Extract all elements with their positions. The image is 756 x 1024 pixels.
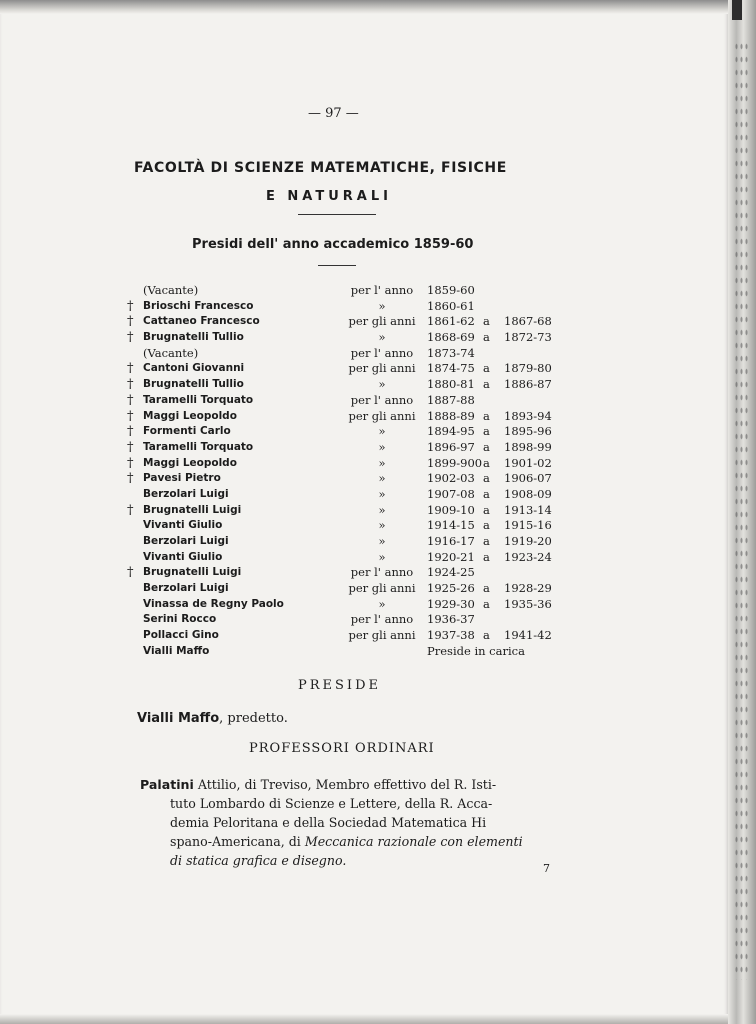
deceased-mark: † [127, 298, 134, 314]
president-row [127, 283, 567, 299]
president-name: Vinassa de Regny Paolo [143, 597, 284, 610]
term-start: 1861-62 [427, 314, 475, 329]
term-start: 1873-74 [427, 345, 475, 360]
term-label: » [378, 330, 386, 345]
president-row [127, 581, 567, 597]
page-top-edge [0, 0, 730, 14]
professor-line-5 [140, 851, 570, 870]
term-start: 1909-10 [427, 502, 475, 517]
president-name: Maggi Leopoldo [143, 409, 237, 422]
term-connector: a [483, 408, 490, 423]
president-name: Brugnatelli Tullio [143, 331, 244, 344]
term-label: » [378, 298, 386, 313]
term-end: 1908-09 [504, 486, 552, 501]
term-label: per l' anno [350, 565, 414, 580]
term-connector: a [483, 361, 490, 376]
term-start: 1888-89 [427, 408, 475, 423]
term-start: 1916-17 [427, 534, 475, 548]
professori-section-title: PROFESSORI ORDINARI [249, 741, 435, 756]
term-label: » [378, 502, 386, 517]
term-connector: a [483, 486, 490, 501]
term-connector: a [483, 518, 490, 533]
president-row [127, 534, 567, 550]
professor-line-2: tuto Lombardo di Scienze e Lettere, della R. Acca- [170, 796, 493, 811]
term-connector: a [483, 314, 490, 329]
term-connector: a [483, 377, 490, 392]
term-label: per gli anni [348, 628, 416, 643]
term-label: per l' anno [350, 392, 414, 407]
term-label: » [378, 486, 386, 501]
deceased-mark: † [127, 471, 134, 487]
faculty-heading: FACOLTÀ DI SCIENZE MATEMATICHE, FISICHE [134, 160, 507, 176]
president-name: Taramelli Torquato [143, 393, 254, 406]
president-row [127, 644, 567, 660]
president-name: Formenti Carlo [143, 425, 231, 438]
term-connector: a [483, 330, 490, 345]
term-connector: a [483, 534, 490, 548]
president-name: Vivanti Giulio [143, 519, 223, 532]
preside-section-title: PRESIDE [298, 678, 381, 693]
book-edge [728, 0, 756, 1024]
deceased-mark: † [127, 565, 134, 581]
term-connector: a [483, 424, 490, 439]
president-row [127, 440, 567, 456]
president-row [127, 299, 567, 315]
president-row [127, 471, 567, 487]
deceased-mark: † [127, 330, 134, 346]
term-label: per gli anni [348, 314, 416, 329]
term-end: 1895-96 [504, 424, 552, 439]
president-name: Maggi Leopoldo [143, 456, 237, 469]
term-end: 1935-36 [504, 596, 552, 611]
term-start: 1860-61 [427, 298, 475, 313]
term-start: 1925-26 [427, 581, 475, 596]
president-row [127, 550, 567, 566]
term-connector: a [483, 455, 490, 470]
president-name: Brugnatelli Luigi [143, 566, 242, 579]
president-row [127, 314, 567, 330]
term-connector: a [483, 471, 490, 486]
deceased-mark: † [127, 314, 134, 330]
term-label: » [378, 439, 386, 454]
term-end: 1886-87 [504, 377, 552, 392]
term-start: Preside in carica [427, 643, 525, 658]
deceased-mark: † [127, 377, 134, 393]
president-name: (Vacante) [143, 345, 199, 360]
president-name: Brioschi Francesco [143, 299, 254, 312]
term-start: 1920-21 [427, 549, 475, 564]
president-row [127, 565, 567, 581]
term-start: 1907-08 [427, 486, 475, 501]
preside-note: , predetto. [219, 711, 288, 726]
term-start: 1874-75 [427, 361, 475, 376]
term-label: » [378, 377, 386, 392]
term-label: » [378, 518, 386, 533]
president-row [127, 612, 567, 628]
president-name: Vivanti Giulio [143, 550, 223, 563]
president-name: Berzolari Luigi [143, 487, 229, 500]
president-name: Berzolari Luigi [143, 535, 229, 547]
president-row [127, 456, 567, 472]
term-connector: a [483, 549, 490, 564]
deceased-mark: † [127, 424, 134, 440]
term-end: 1928-29 [504, 581, 552, 596]
term-end: 1872-73 [504, 330, 552, 345]
term-label: per gli anni [348, 581, 416, 596]
president-name: Vialli Maffo [143, 644, 210, 657]
term-start: 1868-69 [427, 330, 475, 345]
term-label: per gli anni [348, 408, 416, 423]
page-bottom-edge [0, 1014, 730, 1024]
term-label: » [378, 424, 386, 439]
term-end: 1906-07 [504, 471, 552, 486]
term-end: 1879-80 [504, 361, 552, 376]
president-name: Cantoni Giovanni [143, 362, 245, 375]
president-row [127, 518, 567, 534]
president-row [127, 377, 567, 393]
edge-tab [732, 0, 742, 20]
presidents-list [127, 283, 567, 660]
term-start: 1880-81 [427, 377, 475, 392]
deceased-mark: † [127, 502, 134, 518]
president-name: Pavesi Pietro [143, 472, 221, 485]
president-row [127, 361, 567, 377]
preside-name: Vialli Maffo [137, 711, 220, 726]
professor-line-4: spano-Americana, di Meccanica razionale con elementi [170, 834, 523, 849]
term-connector: a [483, 581, 490, 596]
course-title: Meccanica razionale con elementi [304, 834, 523, 849]
term-label: » [378, 534, 386, 548]
term-label: » [378, 455, 386, 470]
term-label: » [378, 596, 386, 611]
deceased-mark: † [127, 439, 134, 455]
deceased-mark: † [127, 392, 134, 408]
term-start: 1924-25 [427, 565, 475, 580]
professor-surname: Palatini [140, 777, 194, 792]
preside-entry [137, 711, 288, 726]
president-row [127, 330, 567, 346]
term-end: 1901-02 [504, 455, 552, 470]
term-start: 1896-97 [427, 439, 475, 454]
president-name: Pollacci Gino [143, 629, 219, 642]
subheading-divider [318, 265, 356, 266]
term-start: 1937-38 [427, 628, 475, 643]
president-row [127, 409, 567, 425]
president-row [127, 487, 567, 503]
term-end: 1923-24 [504, 549, 552, 564]
term-start: 1899-900 [427, 455, 483, 470]
term-connector: a [483, 596, 490, 611]
president-name: Brugnatelli Luigi [143, 503, 242, 516]
president-name: (Vacante) [143, 283, 199, 297]
term-start: 1929-30 [427, 596, 475, 611]
term-label: » [378, 471, 386, 486]
term-start: 1859-60 [427, 283, 475, 297]
term-start: 1936-37 [427, 612, 475, 627]
president-row [127, 393, 567, 409]
term-start: 1887-88 [427, 392, 475, 407]
term-label: per l' anno [350, 612, 414, 627]
term-end: 1915-16 [504, 518, 552, 533]
term-start: 1894-95 [427, 424, 475, 439]
term-end: 1898-99 [504, 439, 552, 454]
term-connector: a [483, 439, 490, 454]
professor-line-3: demia Peloritana e della Sociedad Matematica Hi [170, 815, 487, 830]
term-label: » [378, 549, 386, 564]
signature-mark: 7 [543, 862, 550, 875]
president-row [127, 503, 567, 519]
deceased-mark: † [127, 361, 134, 377]
president-name: Serini Rocco [143, 613, 217, 626]
term-connector: a [483, 502, 490, 517]
president-row [127, 346, 567, 362]
heading-divider [298, 214, 376, 215]
president-name: Brugnatelli Tullio [143, 378, 244, 391]
president-name: Cattaneo Francesco [143, 315, 260, 328]
deceased-mark: † [127, 408, 134, 424]
president-name: Taramelli Torquato [143, 440, 254, 453]
term-end: 1941-42 [504, 628, 552, 643]
edge-texture [734, 40, 748, 980]
term-label: per gli anni [348, 361, 416, 376]
term-label: per l' anno [350, 283, 414, 297]
course-title-cont: di statica grafica e disegno. [170, 853, 347, 868]
president-row [127, 597, 567, 613]
deceased-mark: † [127, 455, 134, 471]
president-row [127, 424, 567, 440]
term-end: 1893-94 [504, 408, 552, 423]
professor-line-1: Palatini Attilio, di Treviso, Membro effettivo del R. Isti- [140, 777, 497, 792]
term-label: per l' anno [350, 345, 414, 360]
term-end: 1913-14 [504, 502, 552, 517]
term-end: 1919-20 [504, 534, 552, 548]
term-start: 1902-03 [427, 471, 475, 486]
presidents-subheading: Presidi dell' anno accademico 1859-60 [192, 237, 474, 252]
president-row [127, 628, 567, 644]
president-name: Berzolari Luigi [143, 582, 229, 595]
term-start: 1914-15 [427, 518, 475, 533]
term-end: 1867-68 [504, 314, 552, 329]
term-connector: a [483, 628, 490, 643]
professor-entry [140, 775, 570, 870]
faculty-heading-line2: E NATURALI [266, 189, 392, 204]
page-number: — 97 — [308, 106, 359, 121]
